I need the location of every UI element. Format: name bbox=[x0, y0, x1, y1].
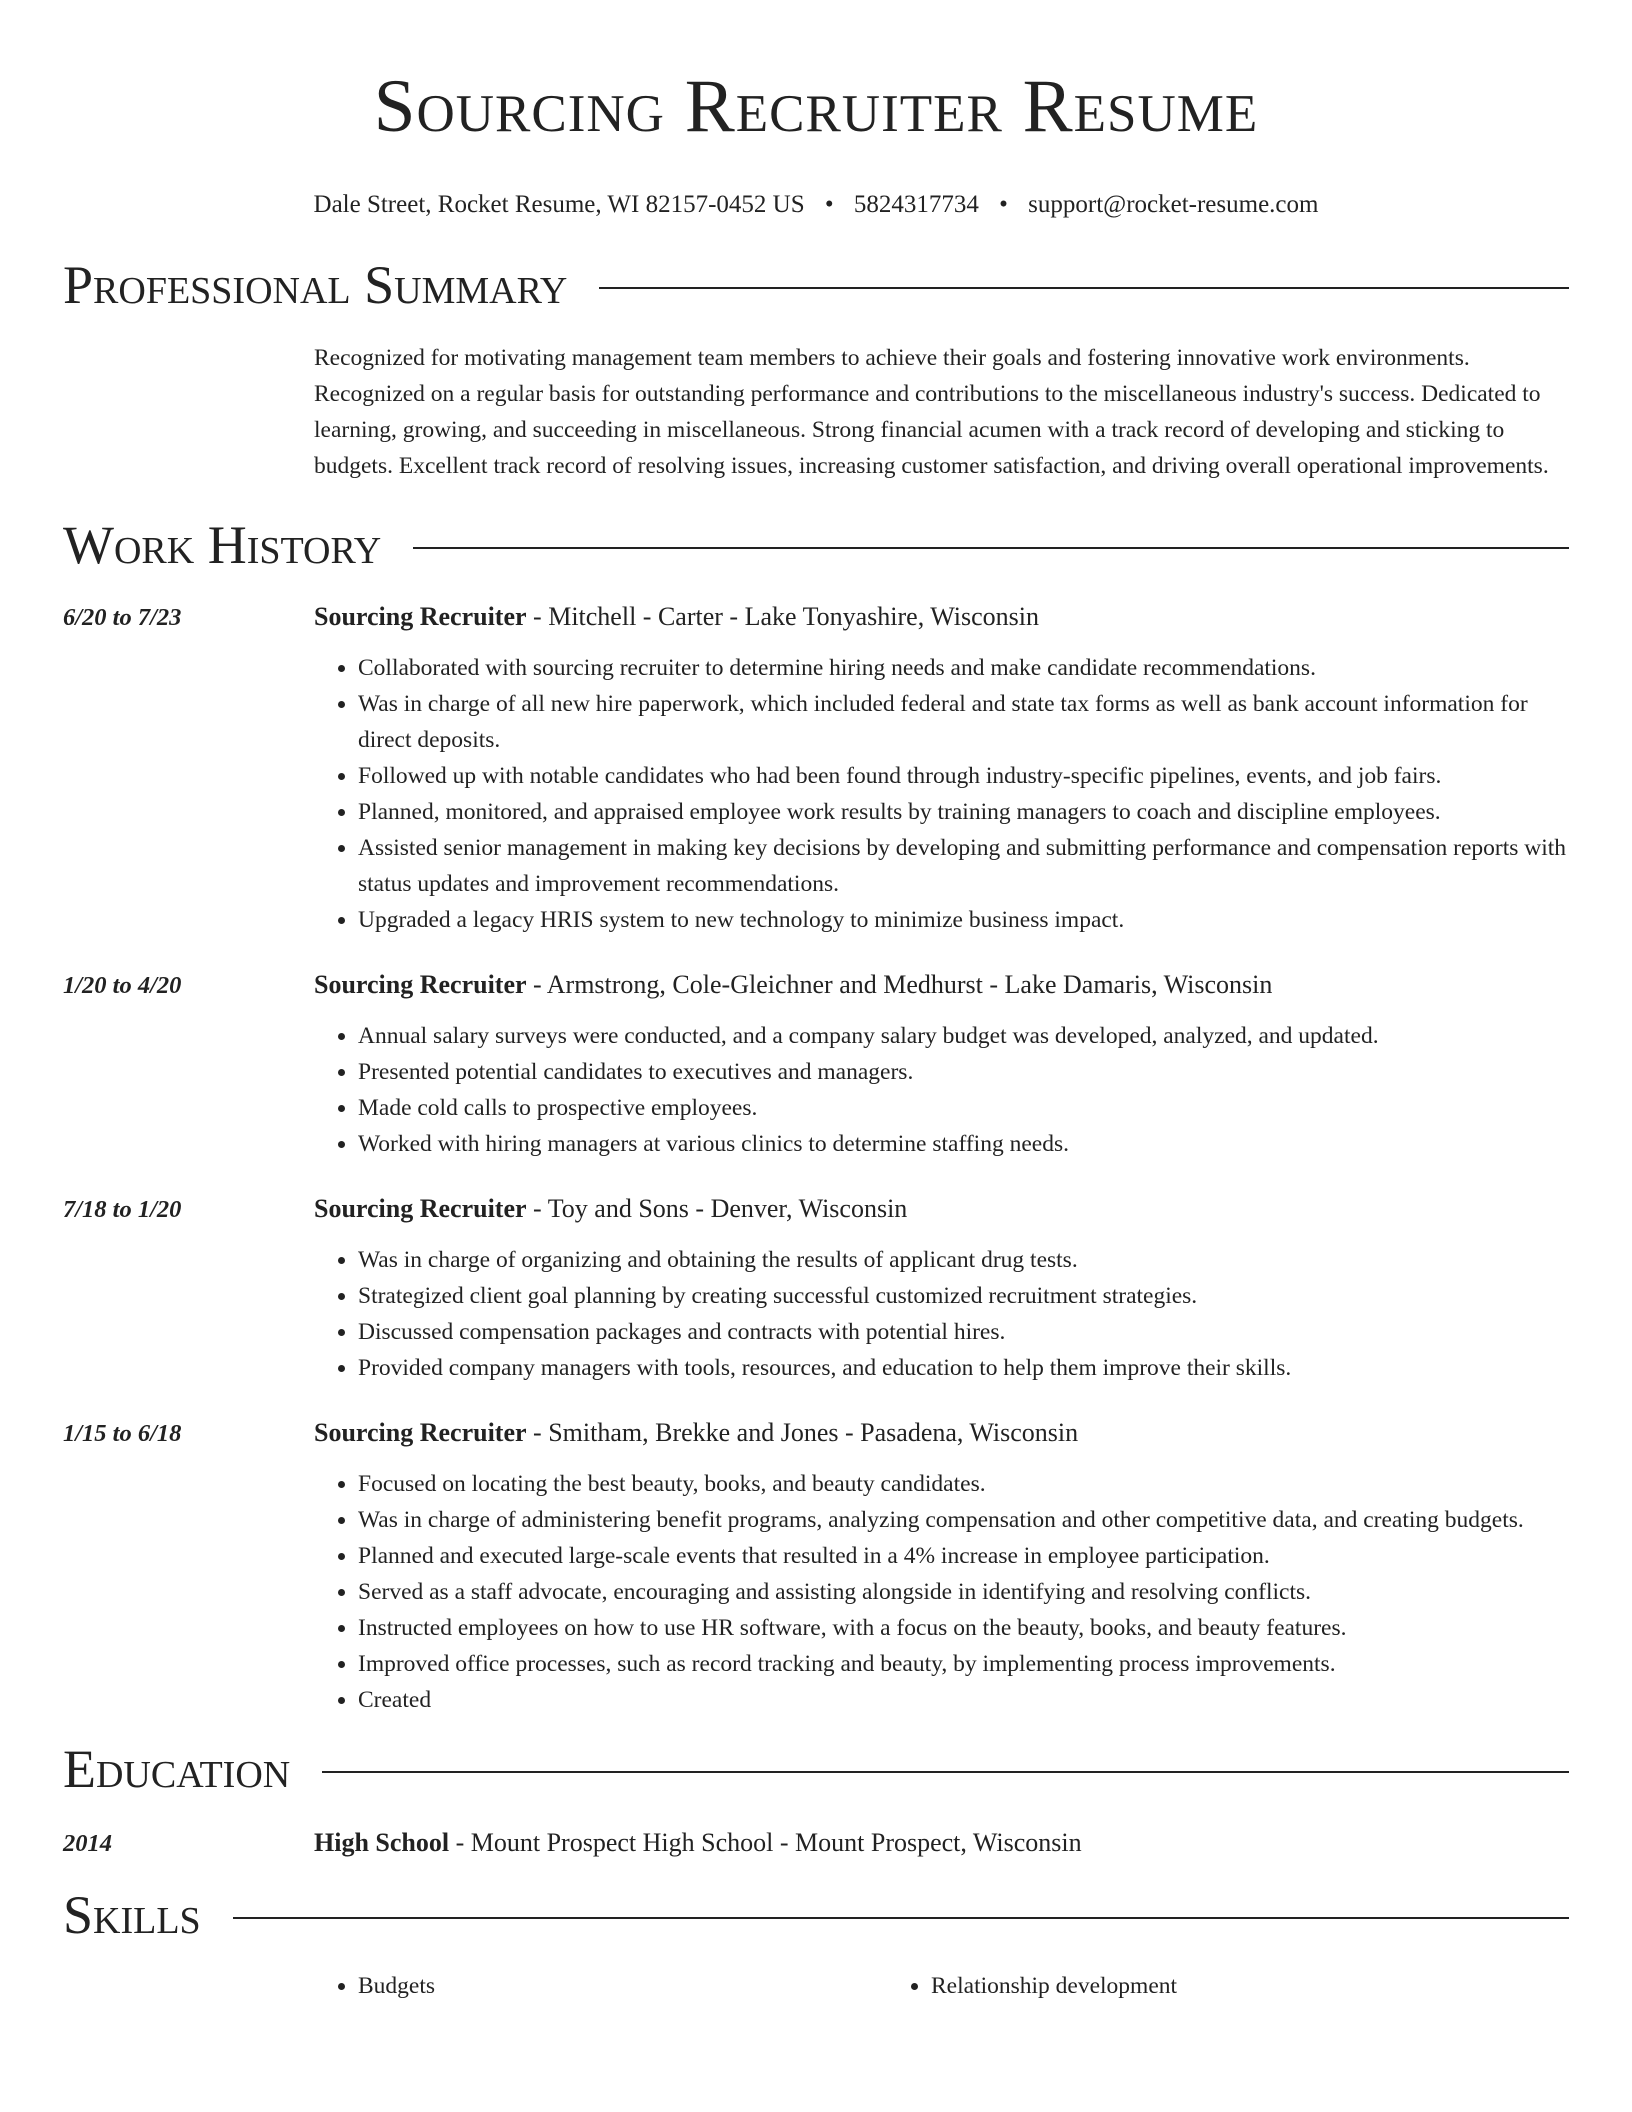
list-item: • Discussed compensation packages and contracts with potential hires. bbox=[358, 1314, 1569, 1350]
work-section-title: Work History bbox=[63, 515, 382, 575]
list-item: • Focused on locating the best beauty, books, and beauty candidates. bbox=[358, 1466, 1569, 1502]
job-details: - Toy and Sons - Denver, Wisconsin bbox=[526, 1194, 908, 1223]
list-item: • Was in charge of administering benefit programs, analyzing compensation and other competitive data, and creating budgets. bbox=[358, 1502, 1569, 1538]
job-dates: 7/18 to 1/20 bbox=[63, 1196, 182, 1223]
contact-phone: 5824317734 bbox=[853, 191, 979, 218]
job-entry bbox=[63, 1414, 1569, 1718]
list-item: • Was in charge of organizing and obtaining the results of applicant drug tests. bbox=[358, 1242, 1569, 1278]
skills-column-right bbox=[887, 1968, 1460, 2004]
job-details: - Armstrong, Cole-Gleichner and Medhurst - Lake Damaris, Wisconsin bbox=[526, 970, 1273, 999]
job-title-line bbox=[314, 598, 1569, 636]
job-bullets bbox=[314, 1242, 1569, 1386]
summary-text: Recognized for motivating management team members to achieve their goals and fostering innovative work environments. Recognized on a regular basis for outstanding performance and contributions to the miscellaneous industry's success. Dedicated to learning, growing, and succeeding in miscellaneous. Strong financial acumen with a track record of developing and sticking to budgets. Excellent track record of resolving issues, increasing customer satisfaction, and driving overall operational improvements. bbox=[314, 345, 1549, 479]
contact-separator: • bbox=[999, 191, 1008, 218]
job-dates: 1/15 to 6/18 bbox=[63, 1420, 182, 1447]
list-item: • Instructed employees on how to use HR software, with a focus on the beauty, books, and beauty features. bbox=[358, 1610, 1569, 1646]
list-item: • Planned, monitored, and appraised employee work results by training managers to coach and discipline employees. bbox=[358, 794, 1569, 830]
list-item: • Provided company managers with tools, resources, and education to help them improve their skills. bbox=[358, 1350, 1569, 1386]
section-divider bbox=[413, 547, 1569, 549]
contact-separator: • bbox=[824, 191, 834, 218]
list-item: • Made cold calls to prospective employees. bbox=[358, 1090, 1569, 1126]
list-item: • Served as a staff advocate, encouraging and assisting alongside in identifying and resolving conflicts. bbox=[358, 1574, 1569, 1610]
list-item: • Collaborated with sourcing recruiter to determine hiring needs and make candidate recommendations. bbox=[358, 650, 1569, 686]
education-line bbox=[314, 1824, 1082, 1862]
skills-column-left bbox=[314, 1968, 887, 2004]
job-position: Sourcing Recruiter bbox=[314, 970, 527, 999]
job-list bbox=[63, 598, 1569, 1718]
skill-item: • Budgets bbox=[358, 1968, 887, 2004]
list-item: • Annual salary surveys were conducted, and a company salary budget was developed, analyzed, and updated. bbox=[358, 1018, 1569, 1054]
section-divider bbox=[599, 287, 1569, 289]
contact-email: support@rocket-resume.com bbox=[1028, 191, 1319, 218]
resume-title: Sourcing Recruiter Resume bbox=[373, 65, 1259, 148]
list-item: • Strategized client goal planning by creating successful customized recruitment strategies. bbox=[358, 1278, 1569, 1314]
job-position: Sourcing Recruiter bbox=[314, 602, 527, 631]
list-item: • Improved office processes, such as record tracking and beauty, by implementing process improvements. bbox=[358, 1646, 1569, 1682]
education-year: 2014 bbox=[63, 1830, 112, 1857]
job-dates: 1/20 to 4/20 bbox=[63, 972, 182, 999]
job-entry bbox=[63, 966, 1569, 1162]
job-bullets bbox=[314, 1018, 1569, 1162]
education-section-header bbox=[63, 1738, 1569, 1800]
section-divider bbox=[233, 1917, 1569, 1919]
job-body bbox=[314, 966, 1569, 1162]
summary-section-header bbox=[63, 254, 1569, 316]
list-item: • Followed up with notable candidates who had been found through industry-specific pipelines, events, and job fairs. bbox=[358, 758, 1569, 794]
list-item: • Upgraded a legacy HRIS system to new technology to minimize business impact. bbox=[358, 902, 1569, 938]
skill-item: • Relationship development bbox=[931, 1968, 1460, 2004]
education-degree: High School bbox=[314, 1828, 450, 1857]
skills-list bbox=[314, 1968, 1569, 2004]
education-section-title: Education bbox=[63, 1739, 291, 1799]
job-details: - Mitchell - Carter - Lake Tonyashire, Wisconsin bbox=[526, 602, 1039, 631]
list-item: • Created bbox=[358, 1682, 1569, 1718]
job-entry bbox=[63, 598, 1569, 938]
skills-section-title: Skills bbox=[63, 1885, 201, 1945]
section-divider bbox=[322, 1771, 1569, 1773]
job-entry bbox=[63, 1190, 1569, 1386]
contact-address: Dale Street, Rocket Resume, WI 82157-0452 US bbox=[313, 191, 805, 218]
list-item: • Presented potential candidates to executives and managers. bbox=[358, 1054, 1569, 1090]
job-title-line bbox=[314, 1414, 1569, 1452]
job-title-line bbox=[314, 1190, 1569, 1228]
job-details: - Smitham, Brekke and Jones - Pasadena, Wisconsin bbox=[526, 1418, 1079, 1447]
job-position: Sourcing Recruiter bbox=[314, 1194, 527, 1223]
job-dates: 6/20 to 7/23 bbox=[63, 604, 182, 631]
work-section-header bbox=[63, 514, 1569, 576]
summary-section-title: Professional Summary bbox=[63, 255, 568, 315]
list-item: • Planned and executed large-scale events that resulted in a 4% increase in employee participation. bbox=[358, 1538, 1569, 1574]
job-position: Sourcing Recruiter bbox=[314, 1418, 527, 1447]
list-item: • Assisted senior management in making key decisions by developing and submitting performance and compensation reports with status updates and improvement recommendations. bbox=[358, 830, 1569, 902]
education-details: - Mount Prospect High School - Mount Prospect, Wisconsin bbox=[449, 1828, 1082, 1857]
education-entry bbox=[63, 1824, 1569, 1862]
job-body bbox=[314, 1414, 1569, 1718]
job-body bbox=[314, 598, 1569, 938]
contact-line bbox=[63, 190, 1569, 220]
list-item: • Was in charge of all new hire paperwork, which included federal and state tax forms as well as bank account information for direct deposits. bbox=[358, 686, 1569, 758]
job-body bbox=[314, 1190, 1569, 1386]
job-bullets bbox=[314, 650, 1569, 938]
list-item: • Worked with hiring managers at various clinics to determine staffing needs. bbox=[358, 1126, 1569, 1162]
skills-section-header bbox=[63, 1884, 1569, 1946]
job-title-line bbox=[314, 966, 1569, 1004]
job-bullets bbox=[314, 1466, 1569, 1718]
